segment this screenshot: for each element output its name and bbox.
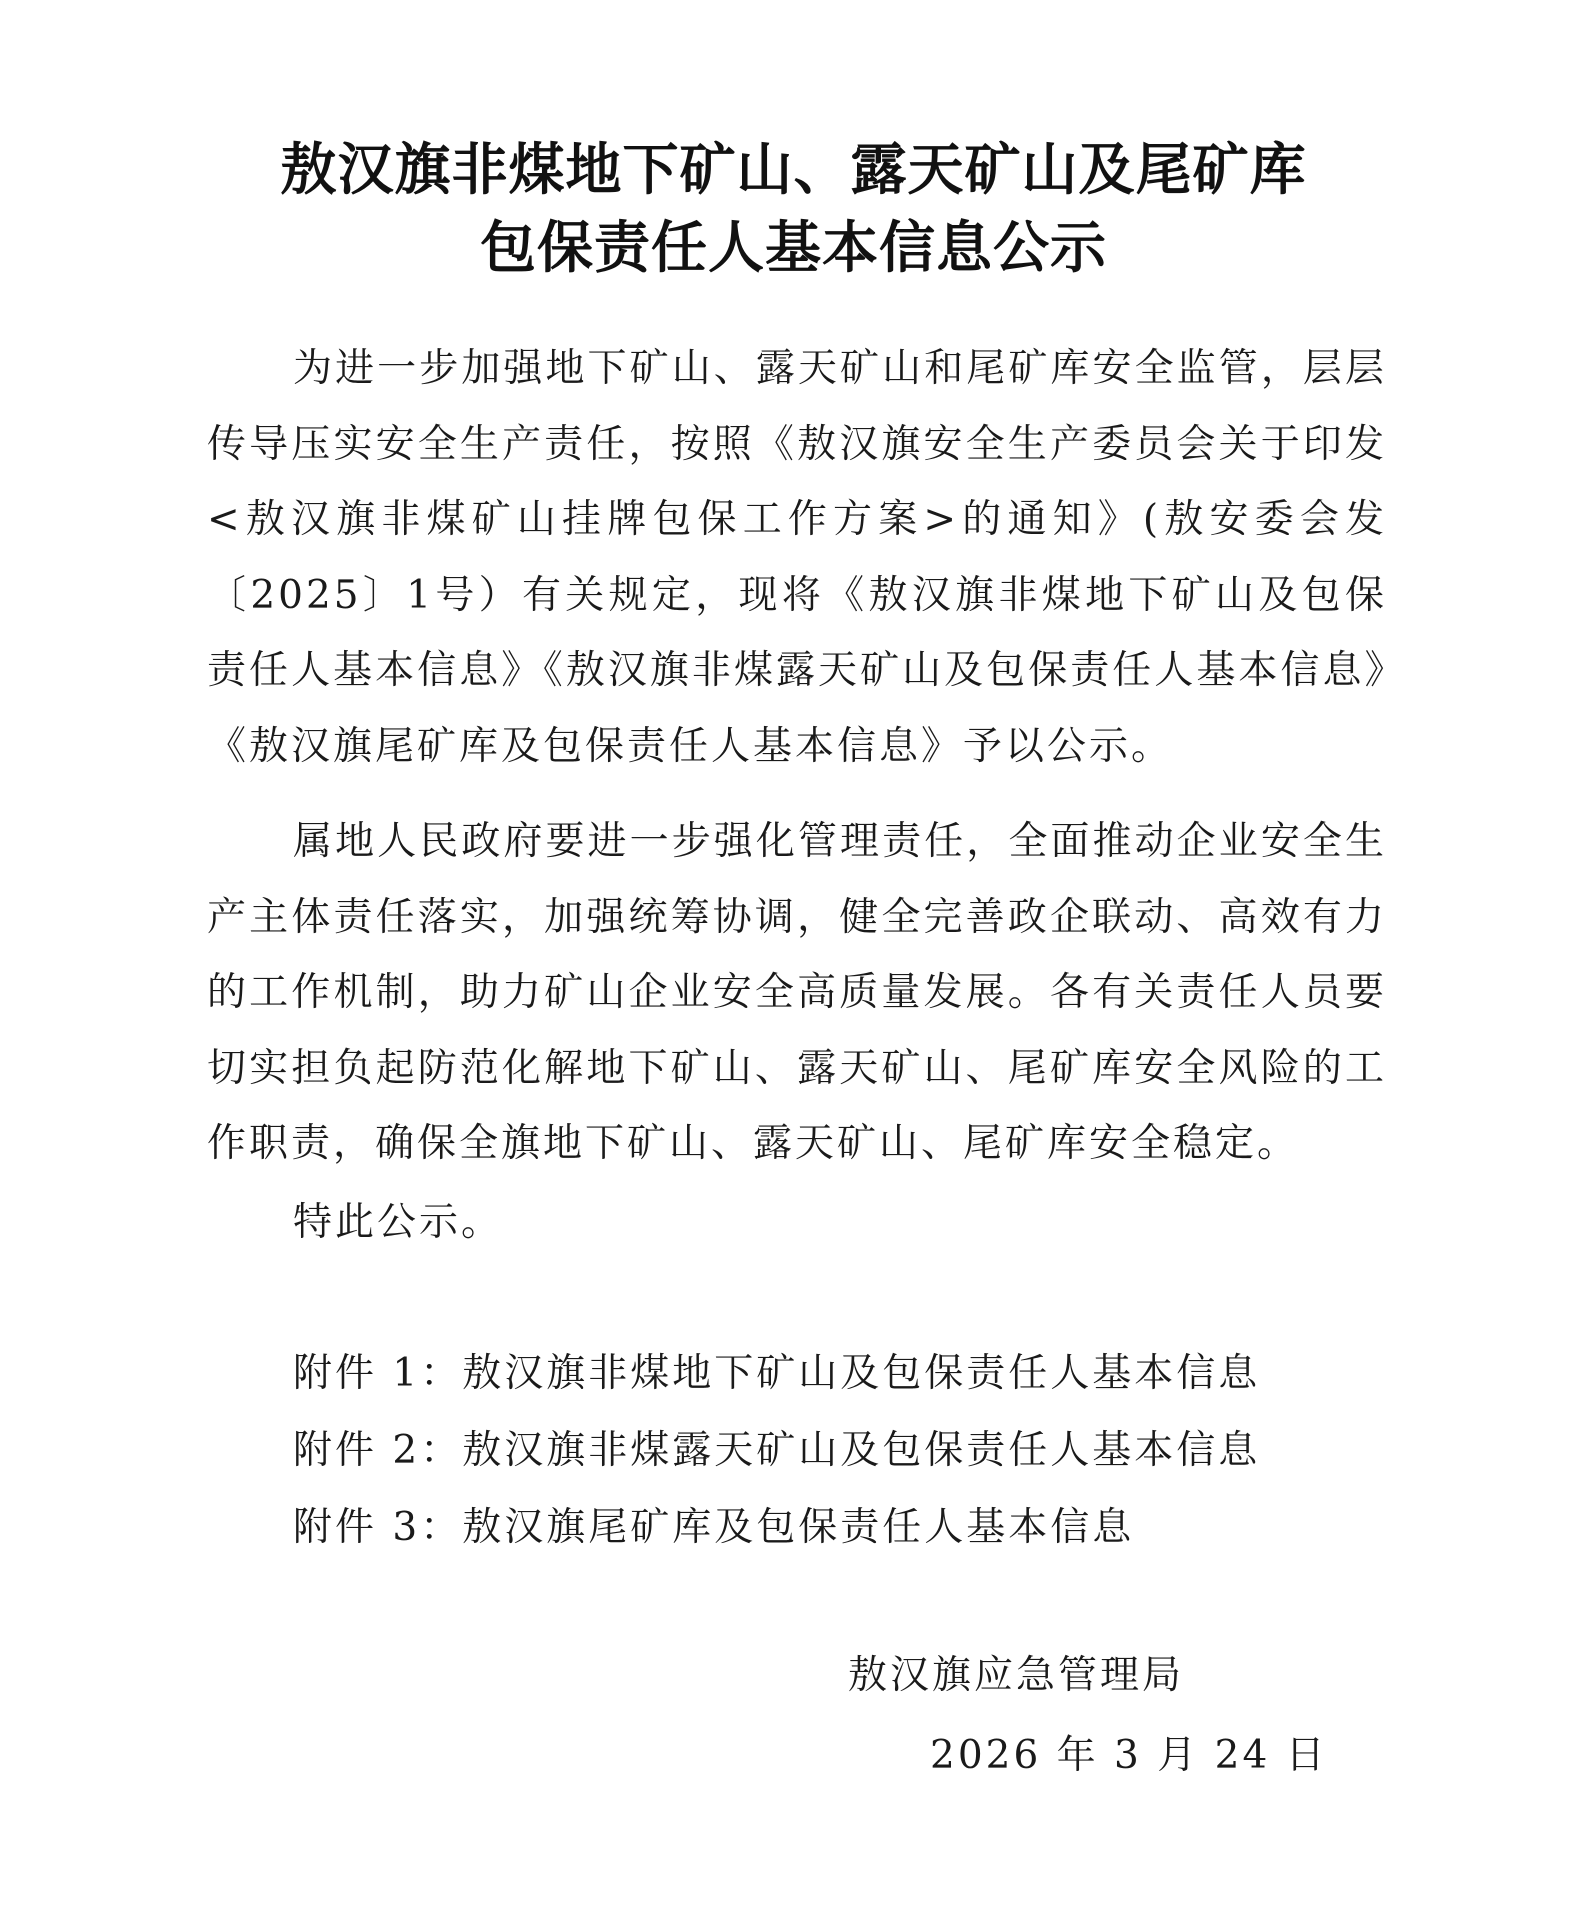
paragraph-text: 特此公示。 bbox=[293, 1200, 504, 1245]
attachment-item-2: 附件 2：敖汉旗非煤露天矿山及包保责任人基本信息 bbox=[293, 1428, 1261, 1473]
document-title-line-2: 包保责任人基本信息公示 bbox=[480, 215, 1107, 281]
body-paragraph-3 bbox=[207, 1185, 1387, 1261]
issue-date: 2026 年 3 月 24 日 bbox=[930, 1733, 1328, 1778]
paragraph-text: 为进一步加强地下矿山、露天矿山和尾矿库安全监管，层层传导压实安全生产责任，按照《敖汉旗安全生产委员会关于印发<敖汉旗非煤矿山挂牌包保工作方案>的通知》(敖安委会发〔2025〕1号）有关规定，现将《敖汉旗非煤地下矿山及包保责任人基本信息》《敖汉旗非煤露天矿山及包保责任人基本信息》《敖汉旗尾矿库及包保责任人基本信息》予以公示。 bbox=[207, 346, 1387, 769]
document-title-line-1: 敖汉旗非煤地下矿山、露天矿山及尾矿库 bbox=[280, 137, 1307, 203]
attachment-item-3: 附件 3：敖汉旗尾矿库及包保责任人基本信息 bbox=[293, 1505, 1135, 1550]
attachment-list bbox=[293, 1335, 1260, 1566]
issuing-organization: 敖汉旗应急管理局 bbox=[848, 1653, 1185, 1698]
body-paragraph-2 bbox=[207, 804, 1387, 1182]
attachment-item-1: 附件 1：敖汉旗非煤地下矿山及包保责任人基本信息 bbox=[293, 1351, 1261, 1396]
body-paragraph-1 bbox=[207, 331, 1387, 784]
paragraph-text: 属地人民政府要进一步强化管理责任，全面推动企业安全生产主体责任落实，加强统筹协调，健全完善政企联动、高效有力的工作机制，助力矿山企业安全高质量发展。各有关责任人员要切实担负起防范化解地下矿山、露天矿山、尾矿库安全风险的工作职责，确保全旗地下矿山、露天矿山、尾矿库安全稳定。 bbox=[207, 819, 1387, 1166]
